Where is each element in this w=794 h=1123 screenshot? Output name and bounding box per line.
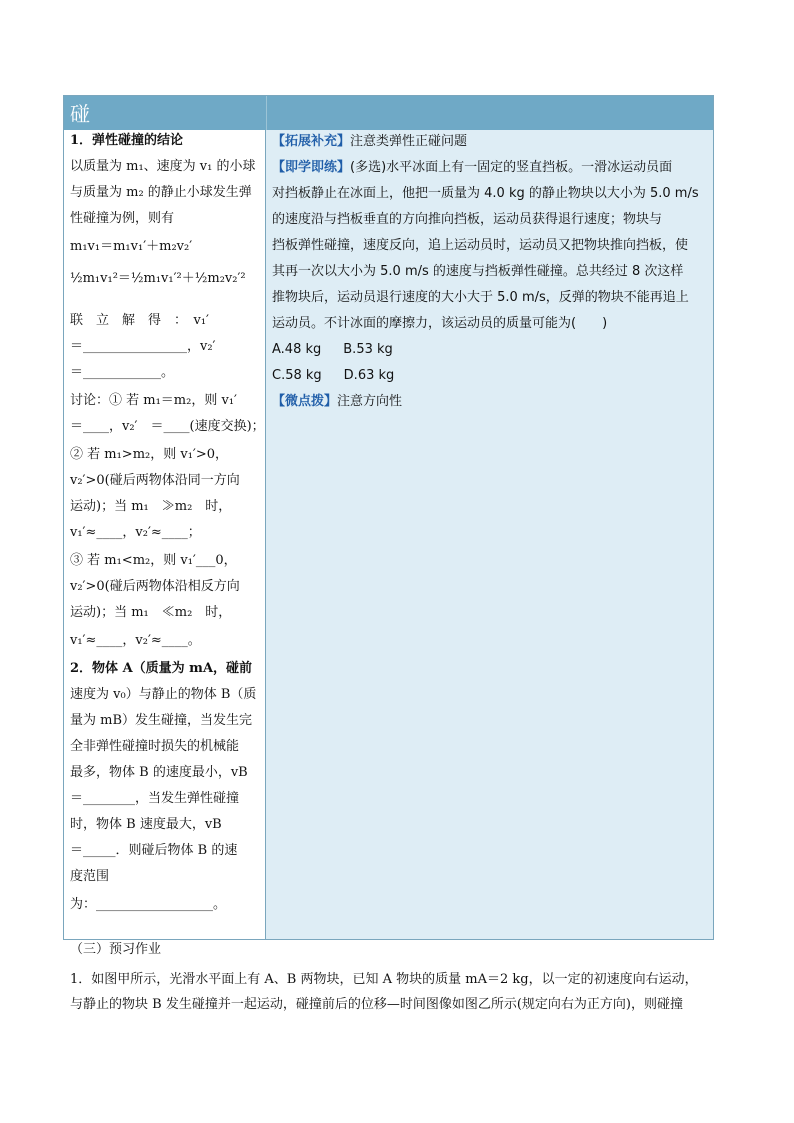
left-line: ＝_____．则碰后物体 B 的速 bbox=[70, 843, 238, 858]
exercise-line: 推物块后，运动员退行速度的大小大于 5.0 m/s，反弹的物块不能再追上 bbox=[272, 290, 689, 305]
section-heading: （三）预习作业 bbox=[70, 942, 162, 957]
left-line: 量为 mB）发生碰撞，当发生完 bbox=[70, 713, 253, 728]
exercise-line: 的速度沿与挡板垂直的方向推向挡板，运动员获得退行速度；物块与 bbox=[272, 212, 663, 227]
supplement-text: 注意类弹性正碰问题 bbox=[350, 134, 468, 149]
left-line: 速度为 v₀）与静止的物体 B（质 bbox=[70, 687, 257, 702]
option-c: C.58 kg bbox=[272, 368, 322, 383]
option-a: A.48 kg bbox=[272, 342, 322, 357]
left-blank: 为：__________________。 bbox=[70, 897, 227, 912]
left-line: 度范围 bbox=[70, 869, 110, 884]
left-line: 联 立 解 得 ： v₁′ bbox=[70, 313, 210, 328]
left-line: ＝____，v₂′ ＝____(速度交换)； bbox=[70, 419, 265, 434]
exercise-line: 对挡板静止在冰面上，他把一质量为 4.0 kg 的静止物块以大小为 5.0 m/s bbox=[272, 186, 699, 201]
left-line: v₁′≈____，v₂′≈____。 bbox=[70, 633, 201, 648]
exercise-text: (多选)水平冰面上有一固定的竖直挡板。一滑冰运动员面 bbox=[350, 160, 673, 175]
left-line: 性碰撞为例，则有 bbox=[70, 211, 175, 226]
exercise-tag: 【即学即练】 bbox=[272, 160, 351, 175]
left-formula: m₁v₁＝m₁v₁′＋m₂v₂′ bbox=[70, 239, 193, 254]
right-column bbox=[266, 130, 713, 939]
left-heading: 1．弹性碰撞的结论 bbox=[70, 133, 184, 148]
option-d: D.63 kg bbox=[343, 368, 395, 383]
left-line: v₂′>0(碰后两物体沿相反方向 bbox=[70, 579, 240, 594]
supplement-tag: 【拓展补充】 bbox=[272, 134, 351, 149]
exercise-line bbox=[272, 159, 672, 177]
left-column bbox=[64, 130, 266, 939]
left-line: 运动)；当 m₁ ≫m₂ 时， bbox=[70, 499, 232, 514]
table-header bbox=[64, 96, 713, 131]
left-line: 运动)；当 m₁ ≪m₂ 时， bbox=[70, 605, 232, 620]
left-blank: ＝____________。 bbox=[70, 365, 175, 380]
homework-line: 与静止的物块 B 发生碰撞并一起运动，碰撞前后的位移—时间图像如图乙所示(规定向右为正方向)，则碰撞 bbox=[70, 997, 683, 1012]
header-divider bbox=[266, 96, 267, 130]
content-table bbox=[63, 95, 714, 940]
left-line: 时，物体 B 速度最大，vB bbox=[70, 817, 222, 832]
left-line: 以质量为 m₁、速度为 v₁ 的小球 bbox=[70, 159, 256, 174]
left-blank: ＝________________，v₂′ bbox=[70, 339, 216, 354]
left-line: 与质量为 m₂ 的静止小球发生弹 bbox=[70, 185, 252, 200]
tip-line bbox=[272, 393, 402, 411]
left-line: 全非弹性碰撞时损失的机械能 bbox=[70, 739, 240, 754]
left-line: 最多，物体 B 的速度最小，vB bbox=[70, 765, 248, 780]
option-b: B.53 kg bbox=[343, 342, 393, 357]
tip-text: 注意方向性 bbox=[337, 394, 403, 409]
option-row bbox=[272, 341, 393, 359]
homework-line: 1．如图甲所示，光滑水平面上有 A、B 两物块，已知 A 物块的质量 mA＝2 kg，以一定的初速度向右运动， bbox=[70, 972, 698, 987]
left-line: ③ 若 m₁<m₂，则 v₁′___0， bbox=[70, 553, 237, 568]
supplement-line bbox=[272, 133, 467, 151]
header-title: 碰 bbox=[70, 102, 90, 126]
left-line: ② 若 m₁>m₂，则 v₁′>0， bbox=[70, 447, 229, 462]
left-line: 2．物体 A（质量为 mA，碰前 bbox=[70, 661, 253, 676]
tip-tag: 【微点拨】 bbox=[272, 394, 338, 409]
left-blank: ＝________，当发生弹性碰撞 bbox=[70, 791, 240, 806]
exercise-line: 挡板弹性碰撞，速度反向，追上运动员时，运动员又把物块推向挡板，使 bbox=[272, 238, 689, 253]
left-line: v₁′≈____，v₂′≈____； bbox=[70, 525, 201, 540]
left-formula: ½m₁v₁²＝½m₁v₁′²＋½m₂v₂′² bbox=[70, 271, 246, 286]
exercise-line: 运动员。不计冰面的摩擦力，该运动员的质量可能为( ) bbox=[272, 316, 608, 331]
exercise-line: 其再一次以大小为 5.0 m/s 的速度与挡板弹性碰撞。总共经过 8 次这样 bbox=[272, 264, 684, 279]
left-line: v₂′>0(碰后两物体沿同一方向 bbox=[70, 473, 240, 488]
option-row bbox=[272, 367, 394, 385]
left-line: 讨论：① 若 m₁＝m₂，则 v₁′ bbox=[70, 393, 237, 408]
